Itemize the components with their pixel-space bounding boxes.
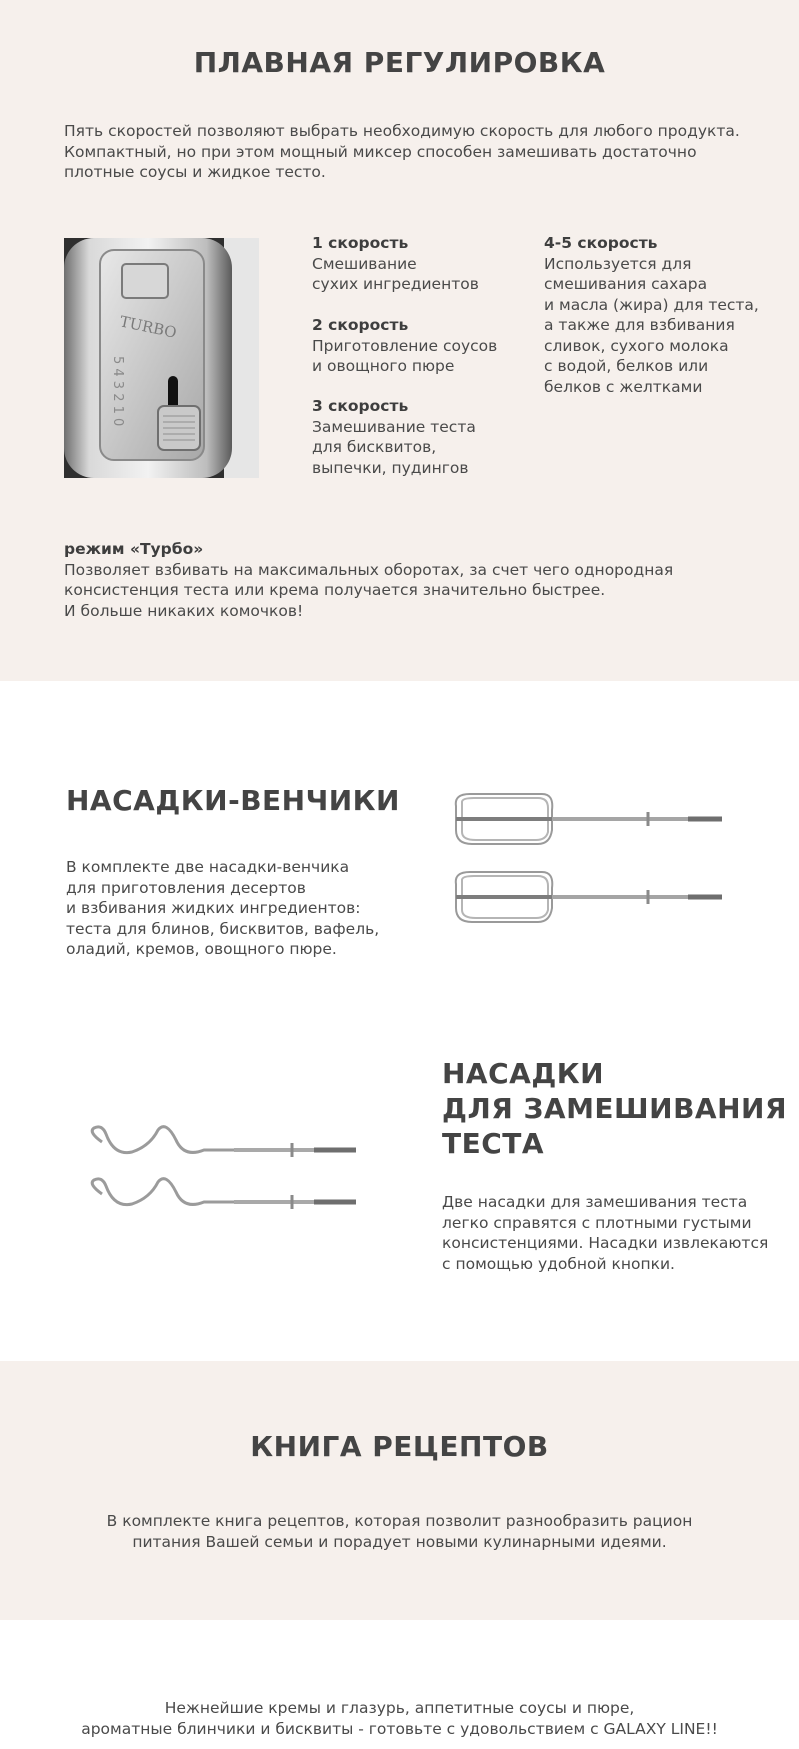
whisks-title: НАСАДКИ-ВЕНЧИКИ <box>66 784 400 817</box>
dough-hook-attachments-image <box>84 1122 364 1232</box>
speed-desc: сухих ингредиентов <box>312 275 479 293</box>
intro-line: Пять скоростей позволяют выбрать необходимую скорость для любого продукта. <box>64 122 740 140</box>
speed-desc: смешивания сахара <box>544 275 708 293</box>
speed-title: 4-5 скорость <box>544 234 658 252</box>
whisks-line: и взбивания жидких ингредиентов: <box>66 899 361 917</box>
speed-title: 1 скорость <box>312 234 409 252</box>
speed-desc: Приготовление соусов <box>312 336 498 355</box>
dough-title-line: ДЛЯ ЗАМЕШИВАНИЯ <box>442 1092 788 1125</box>
dough-line: с помощью удобной кнопки. <box>442 1254 675 1273</box>
turbo-desc: И больше никаких комочков! <box>64 601 304 620</box>
smooth-regulation-title: ПЛАВНАЯ РЕГУЛИРОВКА <box>193 46 606 79</box>
speed-title: 2 скорость <box>312 316 409 334</box>
speed-digits: 5 4 3 2 1 0 <box>110 356 125 427</box>
closing-line: ароматные блинчики и бисквиты - готовьте с удовольствием с GALAXY LINE!! <box>81 1719 718 1738</box>
closing-text <box>0 1698 799 1739</box>
speed-desc: сливок, сухого молока <box>544 336 729 355</box>
speed-desc: белков с желтками <box>544 377 703 396</box>
speed-switch-photo <box>64 238 259 478</box>
recipe-book-section <box>0 1361 799 1620</box>
speed-3-block <box>312 396 476 478</box>
dough-line: легко справятся с плотными густыми <box>442 1213 752 1232</box>
recipe-book-title: КНИГА РЕЦЕПТОВ <box>250 1430 549 1463</box>
speed-title: 3 скорость <box>312 397 409 415</box>
dough-hooks-title <box>442 1056 787 1161</box>
whisks-line: оладий, кремов, овощного пюре. <box>66 940 337 958</box>
speed-2-block <box>312 315 497 377</box>
turbo-title: режим «Турбо» <box>64 540 204 558</box>
dough-title-line: НАСАДКИ <box>442 1057 605 1090</box>
whisk-attachments-image <box>448 788 728 938</box>
speed-desc: Замешивание теста <box>312 417 476 436</box>
turbo-desc: консистенция теста или крема получается значительно быстрее. <box>64 581 606 599</box>
speed-desc: с водой, белков или <box>544 357 709 375</box>
dough-line: консистенциями. Насадки извлекаются <box>442 1234 769 1252</box>
speed-desc: а также для взбивания <box>544 316 735 334</box>
closing-section <box>0 1620 799 1749</box>
whisks-description <box>66 857 406 960</box>
speed-desc: и масла (жира) для теста, <box>544 295 759 314</box>
recipe-line: питания Вашей семьи и порадует новыми кулинарными идеями. <box>132 1532 667 1551</box>
recipe-book-description <box>0 1511 799 1552</box>
attachments-section <box>0 681 799 1361</box>
intro-line: плотные соусы и жидкое тесто. <box>64 163 326 181</box>
speed-desc: для бисквитов, <box>312 438 437 456</box>
turbo-desc: Позволяет взбивать на максимальных оборотах, за счет чего однородная <box>64 560 674 579</box>
intro-line: Компактный, но при этом мощный миксер способен замешивать достаточно <box>64 142 697 161</box>
speed-4-5-block <box>544 233 759 397</box>
smooth-regulation-intro <box>64 121 744 183</box>
whisks-line: для приготовления десертов <box>66 878 306 897</box>
smooth-regulation-section <box>0 0 799 681</box>
recipe-line: В комплекте книга рецептов, которая позволит разнообразить рацион <box>106 1512 693 1530</box>
turbo-label: TURBO <box>118 312 179 342</box>
speed-desc: Используется для <box>544 254 692 273</box>
whisks-line: В комплекте две насадки-венчика <box>66 858 350 876</box>
dough-line: Две насадки для замешивания теста <box>442 1193 748 1211</box>
closing-line: Нежнейшие кремы и глазурь, аппетитные соусы и пюре, <box>164 1699 635 1717</box>
turbo-mode-block <box>64 539 744 621</box>
whisks-line: теста для блинов, бисквитов, вафель, <box>66 919 380 938</box>
speed-desc: и овощного пюре <box>312 357 455 375</box>
speed-desc: выпечки, пудингов <box>312 458 469 477</box>
dough-hooks-description <box>442 1192 772 1274</box>
dough-title-line: ТЕСТА <box>442 1127 545 1160</box>
speed-1-block <box>312 233 479 295</box>
speed-desc: Смешивание <box>312 254 417 273</box>
